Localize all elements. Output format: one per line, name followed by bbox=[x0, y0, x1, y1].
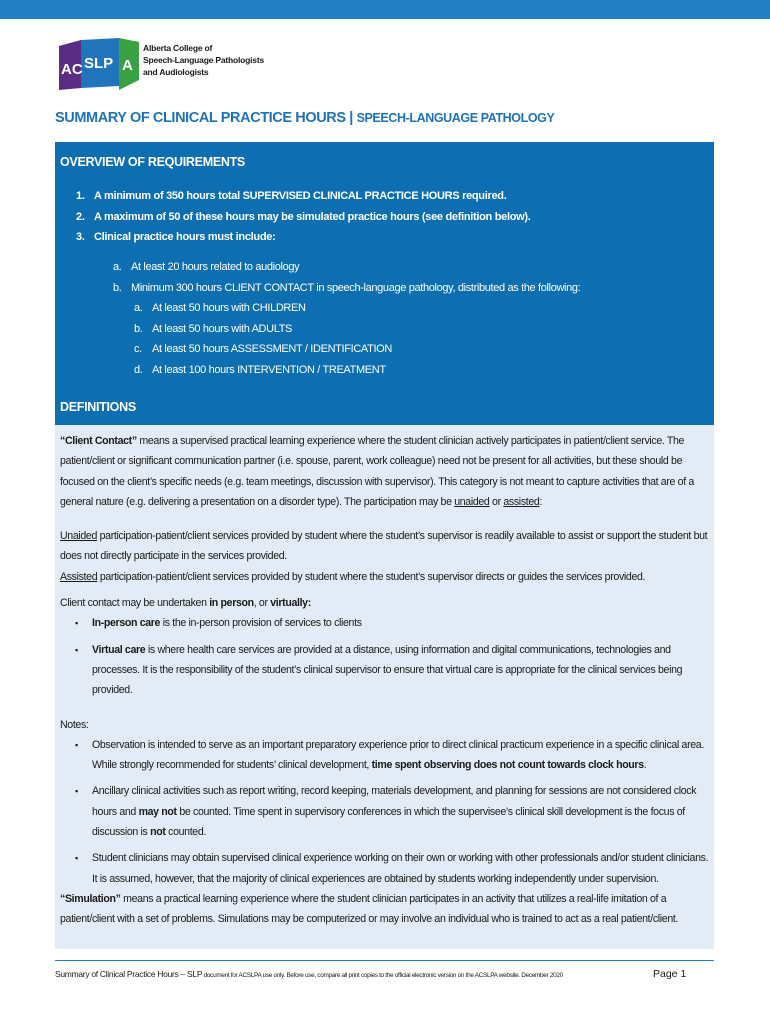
overview-section bbox=[55, 142, 714, 425]
list-item: ▪ Student clinicians may obtain supervised clinical experience working on their own or working with other professionals and/or student clinicians. It is assumed, however, that the majority of clinical experiences are obtained by students working independently under supervision. bbox=[75, 852, 709, 885]
requirements-list bbox=[76, 186, 531, 248]
title-main: SUMMARY OF CLINICAL PRACTICE HOURS bbox=[55, 110, 346, 126]
assisted-definition: Assisted participation-patient/client services provided by student where the student’s supervisor directs or guides the services provided. bbox=[60, 570, 646, 583]
sub-sub-requirement-item: a. At least 50 hours with CHILDREN bbox=[134, 302, 306, 314]
overview-heading: OVERVIEW OF REQUIREMENTS bbox=[60, 155, 245, 169]
logo-ac-letters: AC bbox=[61, 61, 83, 78]
top-color-bar bbox=[0, 0, 770, 19]
unaided-definition: Unaided participation-patient/client services provided by student where the student’s supervisor is readily available to assist or support the student but does not directly participate in the services provided. bbox=[60, 530, 708, 563]
organization-name bbox=[143, 42, 264, 78]
document-title bbox=[55, 110, 554, 126]
requirement-item: 3. Clinical practice hours must include: bbox=[76, 231, 276, 243]
list-item: ▪ Observation is intended to serve as an important preparatory experience prior to direct clinical practicum experience in a specific clinical area. While strongly recommended for students’ clinical development, time spent observing does not count towards clock hours. bbox=[75, 738, 704, 772]
footer-text bbox=[55, 969, 685, 979]
footer-note: document for ACSLPA use only. Before use, compare all print copies to the official electronic version on the ACSLPA website. December 2020 bbox=[202, 972, 563, 979]
logo-a-letter: A bbox=[122, 57, 133, 74]
page-number: Page 1 bbox=[653, 968, 687, 980]
footer-divider bbox=[55, 960, 714, 961]
requirement-sub-list bbox=[113, 257, 580, 380]
list-item: ▪ In-person care is the in-person provision of services to clients bbox=[75, 617, 362, 630]
definitions-heading: DEFINITIONS bbox=[60, 400, 136, 414]
org-line-1: Alberta College of bbox=[143, 43, 213, 53]
title-subtitle: SPEECH-LANGUAGE PATHOLOGY bbox=[356, 111, 555, 125]
org-line-3: and Audiologists bbox=[143, 67, 209, 77]
notes-label: Notes: bbox=[60, 718, 89, 731]
client-contact-definition: “Client Contact” means a supervised practical learning experience where the student clinician actively participates in patient/client service. The patient/client or significant communication partner (i.e. spouse, parent, work colleague) need not be present for all activities, but these should be focused on the client’s specific needs (e.g. team meetings, discussion with supervisor). This category is not meant to capture activities that are of a general nature (e.g. delivering a presentation on a disorder type). The participation may be unaided or assisted: bbox=[60, 435, 694, 508]
list-item: ▪ Virtual care is where health care services are provided at a distance, using information and digital communications, technologies and processes. It is the responsibility of the student’s clinical supervisor to ensure that virtual care is appropriate for the clinical services being provided. bbox=[75, 643, 683, 697]
requirement-item: 2. A maximum of 50 of these hours may be simulated practice hours (see definition below). bbox=[76, 210, 531, 223]
definitions-body bbox=[60, 431, 710, 930]
requirement-item: 1. A minimum of 350 hours total SUPERVISED CLINICAL PRACTICE HOURS required. bbox=[76, 190, 507, 202]
org-line-2: Speech-Language Pathologists bbox=[143, 55, 264, 65]
definitions-section bbox=[55, 425, 714, 949]
sub-sub-requirement-item: d. At least 100 hours INTERVENTION / TREATMENT bbox=[134, 363, 386, 376]
sub-sub-requirement-item: c. At least 50 hours ASSESSMENT / IDENTIFICATION bbox=[134, 343, 392, 355]
sub-requirement-item: b. Minimum 300 hours CLIENT CONTACT in speech-language pathology, distributed as the following: bbox=[113, 281, 581, 294]
simulation-definition: “Simulation” means a practical learning experience where the student clinician participates in an activity that utilizes a real-life imitation of a patient/client with a set of problems. Simulations may be computerized or may involve an individual who is trained to act as a real patient/client. bbox=[60, 892, 679, 926]
footer-doc-name: Summary of Clinical Practice Hours – SLP bbox=[55, 969, 203, 979]
sub-requirement-item: a. At least 20 hours related to audiology bbox=[113, 261, 300, 273]
care-mode-intro: Client contact may be undertaken in person, or virtually: bbox=[60, 597, 311, 610]
title-separator: | bbox=[345, 110, 357, 126]
acslpa-logo bbox=[59, 38, 139, 92]
logo-slp-letters: SLP bbox=[84, 55, 114, 72]
list-item: ▪ Ancillary clinical activities such as report writing, record keeping, materials development, and planning for sessions are not considered clock hours and may not be counted. Time spent in supervisory conferences in which the supervisee’s clinical skill development is the focus of discussion is not counted. bbox=[75, 785, 697, 839]
sub-sub-requirement-item: b. At least 50 hours with ADULTS bbox=[134, 322, 293, 335]
